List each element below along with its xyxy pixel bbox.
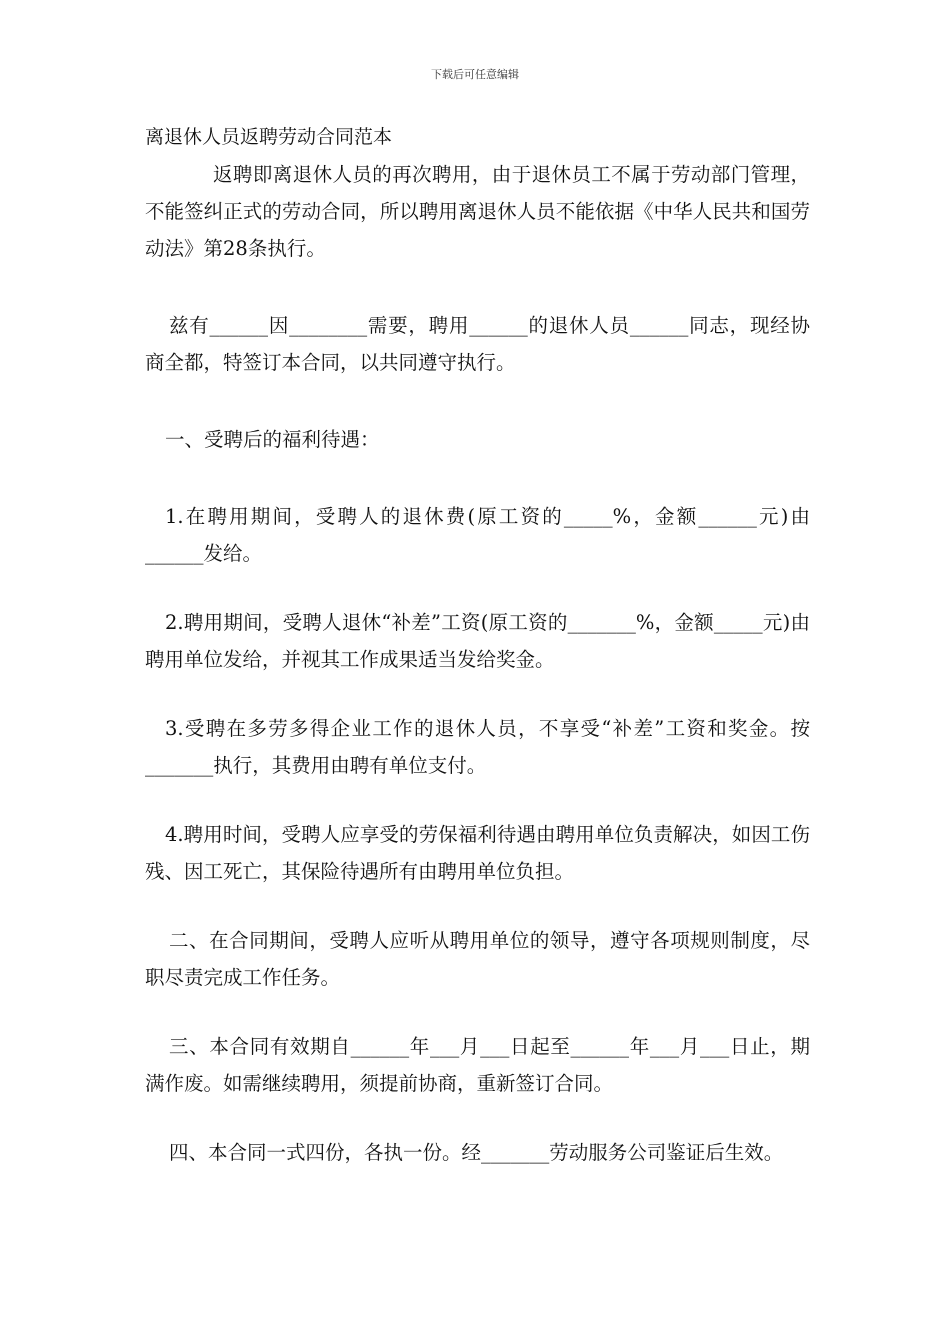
clause-1-3: 3.受聘在多劳多得企业工作的退休人员，不享受“补差”工资和奖金。按_______执行，其费用由聘有单位支付。 <box>145 717 810 777</box>
section-1-heading: 一、受聘后的福利待遇： <box>165 428 380 451</box>
section-4-paragraph: 四、本合同一式四份，各执一份。经_______劳动服务公司鉴证后生效。 <box>169 1141 784 1164</box>
intro-paragraph: 返聘即离退休人员的再次聘用，由于退休员工不属于劳动部门管理，不能签纠正式的劳动合同，所以聘用离退休人员不能依据《中华人民共和国劳动法》第28条执行。 <box>145 163 810 260</box>
section-2-paragraph: 二、在合同期间，受聘人应听从聘用单位的领导，遵守各项规则制度，尽职尽责完成工作任务。 <box>145 929 810 989</box>
header-note: 下载后可任意编辑 <box>431 68 519 81</box>
document-title: 离退休人员返聘劳动合同范本 <box>145 126 393 148</box>
preamble-paragraph: 兹有______因________需要，聘用______的退休人员______同志，现经协商全都，特签订本合同，以共同遵守执行。 <box>145 314 810 374</box>
clause-1-4: 4.聘用时间，受聘人应享受的劳保福利待遇由聘用单位负责解决，如因工伤残、因工死亡，其保险待遇所有由聘用单位负担。 <box>145 823 810 883</box>
document-body <box>145 118 810 1171</box>
section-3-paragraph: 三、本合同有效期自______年___月___日起至______年___月___日止，期满作废。如需继续聘用，须提前协商，重新签订合同。 <box>145 1035 810 1095</box>
clause-1-2: 2.聘用期间，受聘人退休“补差”工资(原工资的_______%，金额_____元)由聘用单位发给，并视其工作成果适当发给奖金。 <box>145 611 810 671</box>
clause-1-1: 1.在聘用期间，受聘人的退休费(原工资的_____%，金额______元)由______发给。 <box>145 505 810 565</box>
